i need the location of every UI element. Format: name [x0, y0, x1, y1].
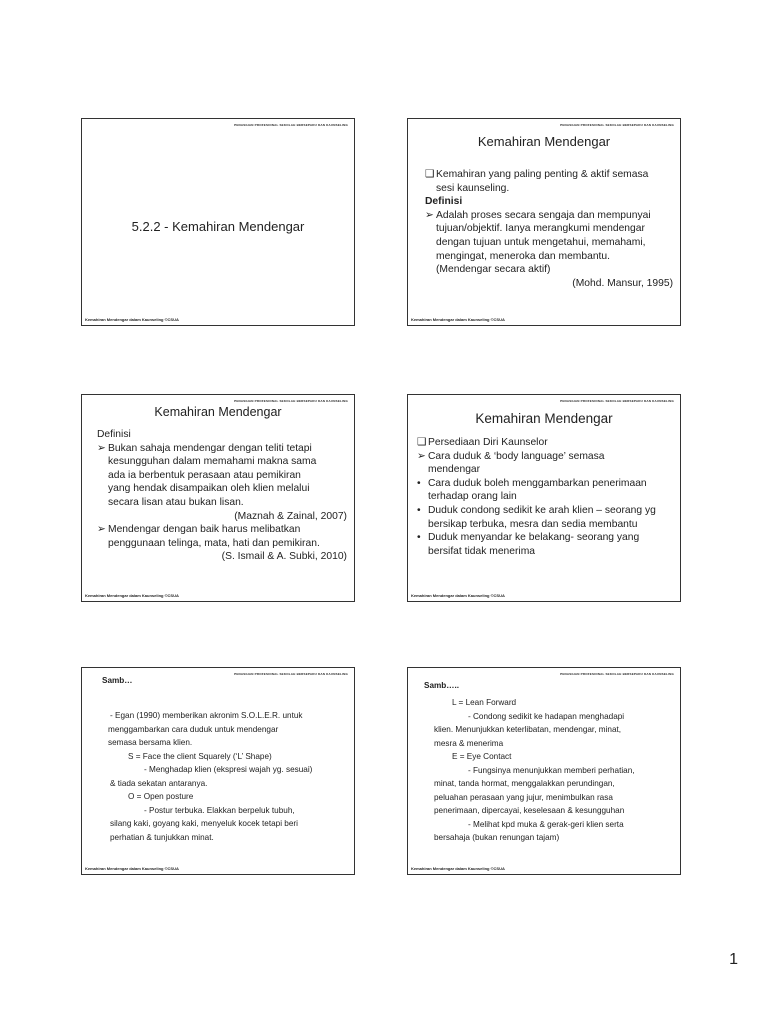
- text-line: sesi kaunseling.: [436, 182, 510, 194]
- text-line: Cara duduk boleh menggambarkan penerimaan: [428, 477, 647, 489]
- slide-6: [407, 667, 681, 875]
- slide-heading: Samb…..: [424, 681, 460, 690]
- checkbox-bullet-icon: ❑: [417, 437, 427, 448]
- text-line: - Condong sedikit ke hadapan menghadapi: [468, 711, 625, 721]
- citation: (Maznah & Zainal, 2007): [234, 510, 347, 522]
- text-line: penerimaan, dipercayai, keselesaan & kesungguhan: [434, 806, 625, 815]
- arrow-bullet-icon: ➢: [97, 442, 106, 454]
- slide-2: [407, 118, 681, 326]
- definisi-label: Definisi: [97, 429, 131, 440]
- text-line: secara lisan atau bukan lisan.: [108, 496, 244, 508]
- text-line: dengan tujuan untuk mengetahui, memahami,: [436, 236, 646, 248]
- text-line: bersifat tidak menerima: [428, 545, 536, 557]
- text-line: terhadap orang lain: [428, 491, 517, 503]
- text-line: mengingat, meneroka dan membantu.: [436, 250, 611, 262]
- slide-heading: Samb…: [102, 676, 133, 685]
- slide-footer: Kemahiran Mendengar dalam Kaunseling ©CSUA: [411, 866, 505, 871]
- slide-title: Kemahiran Mendengar: [154, 405, 282, 419]
- arrow-bullet-icon: ➢: [417, 450, 426, 462]
- slide-header: PENASIHAN PROFESIONAL SEKOLAH BERSEPADU DAN KAUNSELING: [234, 672, 348, 676]
- text-line: - Menghadap klien (ekspresi wajah yg. sesuai): [144, 765, 313, 774]
- text-line: O = Open posture: [128, 792, 194, 801]
- definisi-label: Definisi: [425, 196, 463, 208]
- slide-3: [81, 394, 355, 602]
- text-line: mesra & menerima: [434, 738, 504, 748]
- slide-footer: Kemahiran Mendengar dalam Kaunseling ©CSUA: [85, 593, 179, 598]
- text-line: Persediaan Diri Kaunselor: [428, 437, 548, 448]
- text-line: ada ia berbentuk perasaan atau pemikiran: [108, 469, 301, 481]
- text-line: E = Eye Contact: [452, 752, 512, 761]
- dot-bullet-icon: •: [417, 477, 421, 489]
- text-line: Kemahiran yang paling penting & aktif semasa: [436, 169, 649, 180]
- text-line: mendengar: [428, 464, 481, 476]
- slide-title: Kemahiran Mendengar: [477, 134, 611, 149]
- text-line: S = Face the client Squarely (‘L’ Shape): [128, 751, 272, 761]
- text-line: - Egan (1990) memberikan akronim S.O.L.E.R. untuk: [110, 711, 303, 720]
- text-line: L = Lean Forward: [452, 698, 517, 707]
- slide-1: [81, 118, 355, 326]
- text-line: kesungguhan dalam memahami makna sama: [108, 456, 317, 468]
- text-line: - Fungsinya menunjukkan memberi perhatian,: [468, 765, 635, 775]
- slide-footer: Kemahiran Mendengar dalam Kaunseling ©CSUA: [85, 317, 179, 322]
- citation: (Mohd. Mansur, 1995): [572, 277, 673, 289]
- slide-header: PENASIHAN PROFESIONAL SEKOLAH BERSEPADU DAN KAUNSELING: [560, 672, 674, 676]
- slide-footer: Kemahiran Mendengar dalam Kaunseling ©CSUA: [411, 593, 505, 598]
- text-line: peluahan perasaan yang jujur, menimbulkan rasa: [434, 792, 613, 802]
- text-line: klien. Menunjukkan keterlibatan, mendengar, minat,: [434, 725, 622, 734]
- text-line: bersikap terbuka, mesra dan sedia membantu: [428, 518, 638, 530]
- text-line: Cara duduk & ‘body language’ semasa: [428, 450, 605, 462]
- slide-header: PENASIHAN PROFESIONAL SEKOLAH BERSEPADU DAN KAUNSELING: [234, 123, 348, 127]
- text-line: bersahaja (bukan renungan tajam): [434, 833, 560, 842]
- text-line: (Mendengar secara aktif): [436, 264, 551, 276]
- text-line: perhatian & tunjukkan minat.: [110, 832, 214, 842]
- slide-title: 5.2.2 - Kemahiran Mendengar: [131, 219, 305, 234]
- text-line: Adalah proses secara sengaja dan mempunyai: [436, 209, 651, 221]
- checkbox-bullet-icon: ❑: [425, 169, 435, 180]
- text-line: Duduk menyandar ke belakang- seorang yang: [428, 532, 640, 544]
- slide-4: [407, 394, 681, 602]
- text-line: yang hendak disampaikan oleh klien melalui: [108, 483, 310, 495]
- arrow-bullet-icon: ➢: [97, 524, 106, 536]
- text-line: Duduk condong sedikit ke arah klien – seorang yg: [428, 504, 656, 516]
- dot-bullet-icon: •: [417, 504, 421, 516]
- slide-footer: Kemahiran Mendengar dalam Kaunseling ©CSUA: [85, 866, 179, 871]
- text-line: semasa bersama klien.: [108, 738, 193, 747]
- slide-title: Kemahiran Mendengar: [475, 411, 613, 426]
- text-line: tujuan/objektif. Ianya merangkumi mendengar: [436, 223, 645, 235]
- page-number: 1: [729, 951, 738, 968]
- slide-header: PENASIHAN PROFESIONAL SEKOLAH BERSEPADU DAN KAUNSELING: [560, 399, 674, 403]
- citation: (S. Ismail & A. Subki, 2010): [221, 551, 347, 563]
- text-line: penggunaan telinga, mata, hati dan pemikiran.: [108, 537, 320, 549]
- text-line: menggambarkan cara duduk untuk mendengar: [108, 724, 279, 734]
- text-line: Bukan sahaja mendengar dengan teliti tetapi: [108, 442, 312, 454]
- text-line: - Melihat kpd muka & gerak-geri klien serta: [468, 819, 624, 829]
- slide-header: PENASIHAN PROFESIONAL SEKOLAH BERSEPADU DAN KAUNSELING: [560, 123, 674, 127]
- text-line: Mendengar dengan baik harus melibatkan: [108, 524, 301, 536]
- dot-bullet-icon: •: [417, 532, 421, 544]
- text-line: minat, tanda hormat, menggalakkan perundingan,: [434, 779, 615, 788]
- text-line: & tiada sekatan antaranya.: [110, 778, 208, 788]
- text-line: silang kaki, goyang kaki, menyeluk kocek tetapi beri: [110, 819, 298, 828]
- slide-5: [81, 667, 355, 875]
- arrow-bullet-icon: ➢: [425, 209, 434, 221]
- slide-footer: Kemahiran Mendengar dalam Kaunseling ©CSUA: [411, 317, 505, 322]
- text-line: - Postur terbuka. Elakkan berpeluk tubuh,: [144, 805, 295, 815]
- slide-header: PENASIHAN PROFESIONAL SEKOLAH BERSEPADU DAN KAUNSELING: [234, 399, 348, 403]
